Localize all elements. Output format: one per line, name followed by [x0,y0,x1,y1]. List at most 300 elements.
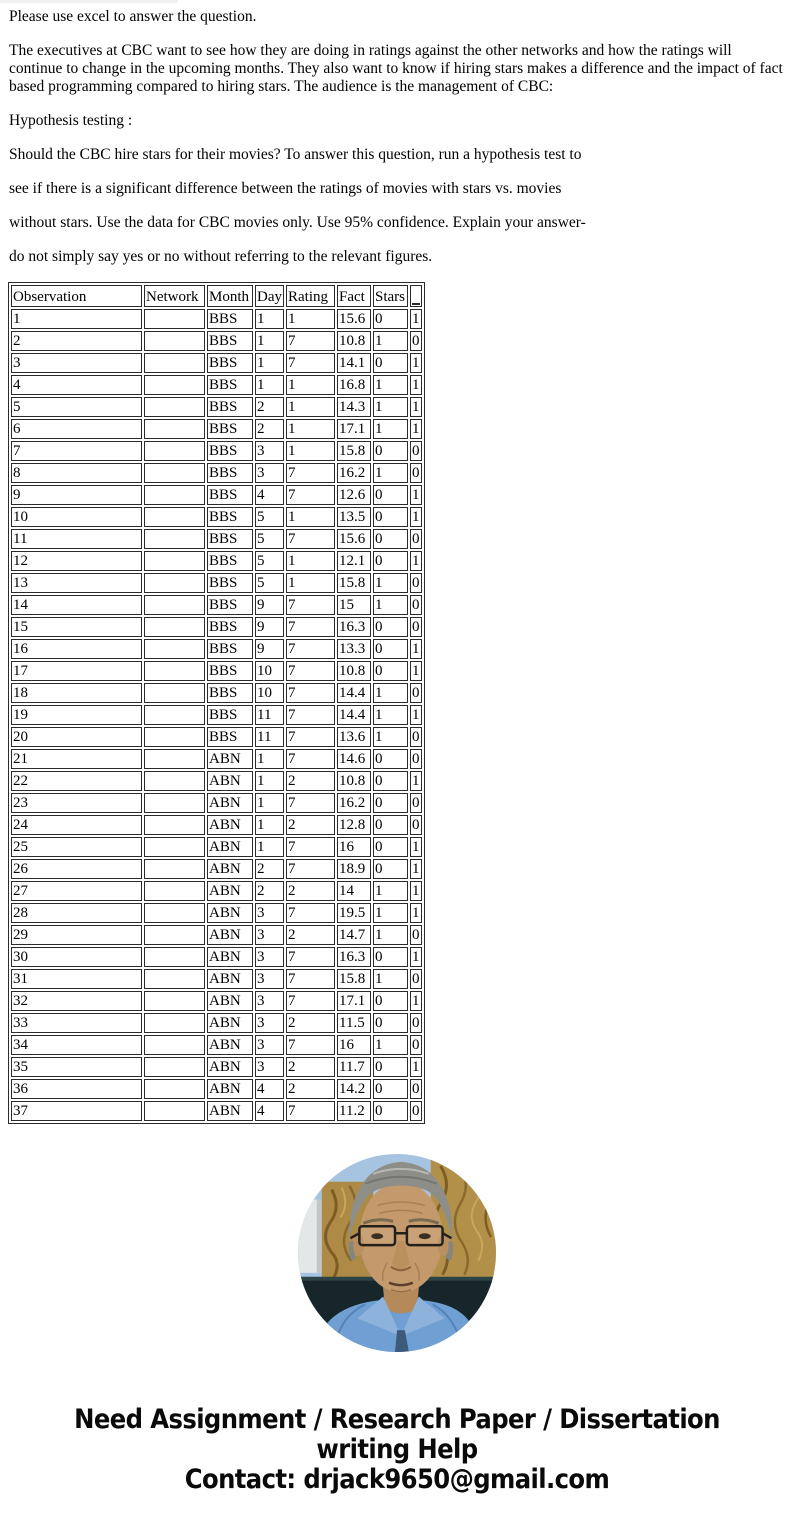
table-cell: 10.8 [337,331,371,351]
table-cell [144,705,205,725]
table-cell: 7 [286,903,335,923]
table-cell: 10.8 [337,661,371,681]
table-row [11,969,422,989]
table-cell [144,617,205,637]
table-cell: ABN [207,903,253,923]
table-cell: BBS [207,353,253,373]
table-row [11,507,422,527]
table-row [11,837,422,857]
table-cell: 1 [286,375,335,395]
table-row [11,727,422,747]
table-cell [144,1013,205,1033]
question-line-3: without stars. Use the data for CBC movies only. Use 95% confidence. Explain your answer- [9,214,586,231]
table-cell: 1 [412,949,420,965]
column-header-observation: Observation [11,285,142,307]
table-cell: 0 [412,927,420,943]
table-cell: 12.8 [337,815,371,835]
table-cell: 13.5 [337,507,371,527]
table-cell: BBS [207,573,253,593]
table-cell: 1 [412,641,420,657]
table-row [11,991,422,1011]
table-cell: 7 [286,705,335,725]
table-row [11,419,422,439]
table-cell: 0 [412,685,420,701]
table-cell: 0 [373,507,408,527]
table-cell: 10 [255,661,284,681]
table-cell: 1 [286,441,335,461]
table-cell: 7 [286,1035,335,1055]
table-cell [144,1079,205,1099]
table-cell: 1 [373,727,408,747]
table-cell: 9 [255,595,284,615]
table-cell: 1 [412,1059,420,1075]
table-cell: 0 [373,309,408,329]
table-cell: BBS [207,683,253,703]
question-paragraphs [9,146,785,266]
table-cell: 0 [373,991,408,1011]
table-cell: ABN [207,991,253,1011]
table-cell: 8 [11,463,142,483]
table-cell: 34 [11,1035,142,1055]
table-cell: 16 [11,639,142,659]
table-cell: 0 [373,793,408,813]
table-cell: 26 [11,859,142,879]
table-cell: 7 [286,529,335,549]
table-cell: 18 [11,683,142,703]
table-cell: 4 [255,1101,284,1121]
table-cell: 14.1 [337,353,371,373]
table-cell: 1 [412,905,420,921]
section-heading: Hypothesis testing : [9,112,133,129]
table-cell: 3 [255,441,284,461]
table-cell: 14.7 [337,925,371,945]
table-cell: 32 [11,991,142,1011]
column-header-fact: Fact [337,285,371,307]
table-cell: 15.8 [337,441,371,461]
table-cell: 3 [255,969,284,989]
table-cell: ABN [207,793,253,813]
table-cell [144,397,205,417]
table-cell: ABN [207,1079,253,1099]
ratings-table-body [11,309,422,1121]
table-cell [144,1101,205,1121]
table-cell [144,331,205,351]
table-cell: 10 [11,507,142,527]
table-cell: 9 [255,617,284,637]
table-cell [144,551,205,571]
table-cell: 0 [412,1015,420,1031]
table-cell: 17 [11,661,142,681]
table-cell [144,815,205,835]
table-cell: 22 [11,771,142,791]
table-row [11,1101,422,1121]
table-cell: 15.8 [337,969,371,989]
table-cell: 14.3 [337,397,371,417]
table-cell: 1 [255,331,284,351]
table-cell: 14.6 [337,749,371,769]
table-cell: 21 [11,749,142,769]
table-cell [144,991,205,1011]
table-cell: 2 [286,771,335,791]
table-cell: 0 [412,443,420,459]
table-cell [144,727,205,747]
table-cell: 0 [373,551,408,571]
table-row [11,397,422,417]
table-cell: 5 [255,573,284,593]
table-cell: 0 [373,529,408,549]
table-cell: 15 [337,595,371,615]
table-cell: 28 [11,903,142,923]
table-row [11,375,422,395]
table-row [11,1079,422,1099]
table-cell: 29 [11,925,142,945]
table-cell: 5 [11,397,142,417]
table-cell [144,573,205,593]
tutor-photo-container [9,1154,785,1357]
table-cell: 3 [255,925,284,945]
table-cell: 1 [286,419,335,439]
column-header-stars: Stars [373,285,408,307]
table-cell: 16 [337,1035,371,1055]
table-cell: 0 [373,1057,408,1077]
table-cell: 0 [373,1013,408,1033]
table-cell: 1 [373,595,408,615]
table-cell: 7 [286,595,335,615]
table-cell: 1 [255,375,284,395]
table-cell [144,485,205,505]
table-cell: 31 [11,969,142,989]
table-cell: 7 [286,639,335,659]
footer-ad [9,1405,785,1495]
table-cell: 19.5 [337,903,371,923]
table-cell: 23 [11,793,142,813]
table-cell: 14.4 [337,705,371,725]
table-cell: 0 [373,661,408,681]
table-cell: 1 [412,707,420,723]
table-cell: BBS [207,441,253,461]
table-cell: 1 [412,487,420,503]
table-cell: 0 [373,749,408,769]
table-cell [144,749,205,769]
table-cell: 14 [11,595,142,615]
table-cell: 16.2 [337,463,371,483]
question-line-1: Should the CBC hire stars for their movies? To answer this question, run a hypothesis test to [9,146,582,163]
table-cell: 1 [373,705,408,725]
table-cell: 0 [373,1079,408,1099]
table-cell: 2 [286,1079,335,1099]
table-cell [144,595,205,615]
table-cell: 35 [11,1057,142,1077]
table-row [11,881,422,901]
table-cell: 0 [373,947,408,967]
table-cell: 3 [255,463,284,483]
table-cell: 1 [373,397,408,417]
table-cell: 7 [286,1101,335,1121]
table-cell: 1 [412,377,420,393]
table-cell: 1 [373,463,408,483]
table-cell: 7 [286,617,335,637]
table-header-row [11,285,422,307]
table-cell: 11 [255,727,284,747]
table-cell: 0 [373,441,408,461]
table-cell: 9 [255,639,284,659]
table-cell: 1 [373,1035,408,1055]
tutor-photo [298,1154,496,1352]
table-cell: 4 [255,1079,284,1099]
table-cell: 1 [255,749,284,769]
table-cell: 0 [412,333,420,349]
table-row [11,529,422,549]
table-cell: 1 [412,993,420,1009]
table-cell: 3 [11,353,142,373]
table-cell: 1 [412,421,420,437]
table-cell: 4 [11,375,142,395]
table-cell: BBS [207,529,253,549]
column-header-month: Month [207,285,253,307]
table-cell: 0 [412,1037,420,1053]
table-cell: 0 [412,531,420,547]
table-row [11,463,422,483]
table-cell: 0 [373,815,408,835]
table-cell: ABN [207,925,253,945]
table-row [11,617,422,637]
table-cell: 5 [255,507,284,527]
table-cell: 19 [11,705,142,725]
table-cell: BBS [207,463,253,483]
table-cell [144,661,205,681]
table-cell: 3 [255,1057,284,1077]
intro-line: Please use excel to answer the question. [9,8,257,25]
table-cell: 0 [373,617,408,637]
table-cell: 15.6 [337,309,371,329]
table-row [11,1035,422,1055]
table-cell: 7 [286,749,335,769]
table-cell: 7 [11,441,142,461]
table-cell: 1 [286,573,335,593]
table-cell: 33 [11,1013,142,1033]
table-row [11,551,422,571]
table-cell: 7 [286,837,335,857]
table-cell: 0 [412,465,420,481]
table-cell: 4 [255,485,284,505]
table-cell: 0 [412,795,420,811]
table-cell: 1 [412,355,420,371]
table-cell: 12.1 [337,551,371,571]
table-cell: 1 [412,773,420,789]
table-row [11,441,422,461]
footer-line-3: Contact: drjack9650@gmail.com [184,1464,610,1495]
table-cell: 0 [412,575,420,591]
table-row [11,859,422,879]
table-row [11,771,422,791]
table-cell: 10 [255,683,284,703]
column-header-blank [410,285,422,307]
table-cell: 1 [412,883,420,899]
table-cell: 0 [412,729,420,745]
table-cell: BBS [207,705,253,725]
table-cell: 1 [373,903,408,923]
table-cell: 0 [412,1081,420,1097]
table-cell: 1 [286,551,335,571]
table-cell: 1 [373,683,408,703]
table-cell: 11.2 [337,1101,371,1121]
table-cell: BBS [207,595,253,615]
table-cell [144,859,205,879]
table-cell: 7 [286,683,335,703]
table-row [11,485,422,505]
table-cell: 2 [255,859,284,879]
table-cell [144,683,205,703]
table-row [11,353,422,373]
table-cell: 15.8 [337,573,371,593]
table-cell [144,1035,205,1055]
table-cell: ABN [207,1013,253,1033]
table-cell: 1 [255,837,284,857]
table-cell: 6 [11,419,142,439]
table-cell [144,925,205,945]
table-cell: 24 [11,815,142,835]
table-cell: BBS [207,507,253,527]
table-cell [144,529,205,549]
table-cell: 2 [286,881,335,901]
table-cell: 1 [255,793,284,813]
table-cell: 2 [255,419,284,439]
table-cell: 13 [11,573,142,593]
table-row [11,595,422,615]
table-cell: 7 [286,661,335,681]
table-cell: 1 [412,553,420,569]
table-cell: 3 [255,991,284,1011]
question-line-2: see if there is a significant difference between the ratings of movies with stars vs. movies [9,180,562,197]
table-cell: 0 [412,597,420,613]
table-cell [144,375,205,395]
table-cell: 10.8 [337,771,371,791]
column-header-network: Network [144,285,205,307]
table-row [11,1057,422,1077]
table-cell [144,639,205,659]
table-cell: 25 [11,837,142,857]
table-cell: 1 [373,925,408,945]
table-cell: 11 [255,705,284,725]
table-cell: BBS [207,485,253,505]
ratings-table [8,282,425,1124]
table-cell: ABN [207,1035,253,1055]
table-cell: 1 [255,309,284,329]
table-cell: BBS [207,331,253,351]
table-row [11,903,422,923]
table-cell: 3 [255,1035,284,1055]
table-cell: 12 [11,551,142,571]
table-cell: 0 [373,771,408,791]
table-cell: ABN [207,1101,253,1121]
table-cell: 1 [412,509,420,525]
table-cell: ABN [207,837,253,857]
table-cell: ABN [207,749,253,769]
table-cell: 1 [373,573,408,593]
question-line-4: do not simply say yes or no without referring to the relevant figures. [9,248,433,265]
table-cell: BBS [207,397,253,417]
table-cell: 2 [255,397,284,417]
table-cell: 1 [412,399,420,415]
table-cell: ABN [207,1057,253,1077]
table-row [11,661,422,681]
table-cell: 15 [11,617,142,637]
table-cell: 7 [286,485,335,505]
table-cell [144,353,205,373]
table-cell: BBS [207,727,253,747]
table-cell: 18.9 [337,859,371,879]
table-row [11,309,422,329]
table-cell: 1 [412,663,420,679]
table-cell: 17.1 [337,991,371,1011]
table-cell: 1 [286,309,335,329]
table-cell: 7 [286,859,335,879]
table-cell: 1 [412,311,420,327]
footer-line-2: writing Help [316,1434,478,1465]
table-cell: 0 [412,619,420,635]
table-row [11,1013,422,1033]
column-header-rating: Rating [286,285,335,307]
table-cell: 3 [255,1013,284,1033]
table-cell: 0 [412,751,420,767]
brief-paragraph: The executives at CBC want to see how they are doing in ratings against the other networks and how the ratings will continue to change in the upcoming months. They also want to know if hiring stars makes a difference and the impact of fact based programming compared to hiring stars. The audience is the management of CBC: [9,42,783,95]
table-cell: 1 [11,309,142,329]
table-cell: 11.7 [337,1057,371,1077]
window-edge-artifact [0,0,178,3]
table-cell: ABN [207,947,253,967]
table-cell [144,771,205,791]
table-cell: 2 [286,1013,335,1033]
table-cell: 7 [286,793,335,813]
table-cell: 0 [412,817,420,833]
table-cell: 1 [286,397,335,417]
table-cell: 9 [11,485,142,505]
column-header-day: Day [255,285,284,307]
table-cell [144,903,205,923]
table-cell: 2 [286,1057,335,1077]
table-cell: ABN [207,969,253,989]
table-cell [144,309,205,329]
table-cell [144,969,205,989]
table-cell: ABN [207,771,253,791]
table-cell: 1 [412,861,420,877]
table-row [11,639,422,659]
table-cell: 14 [337,881,371,901]
table-cell: 16.8 [337,375,371,395]
table-cell: 37 [11,1101,142,1121]
table-cell: 7 [286,969,335,989]
table-row [11,705,422,725]
table-cell: 27 [11,881,142,901]
table-cell: 11 [11,529,142,549]
table-row [11,793,422,813]
table-cell: 7 [286,947,335,967]
table-cell: 1 [412,839,420,855]
table-cell: 0 [373,859,408,879]
table-cell: ABN [207,815,253,835]
table-cell: BBS [207,551,253,571]
table-cell: 1 [286,507,335,527]
table-cell: 16.3 [337,617,371,637]
table-row [11,947,422,967]
table-cell: BBS [207,375,253,395]
table-cell [144,463,205,483]
table-cell: 14.4 [337,683,371,703]
table-cell: 5 [255,551,284,571]
table-cell: 0 [373,837,408,857]
table-cell: 2 [255,881,284,901]
table-row [11,683,422,703]
